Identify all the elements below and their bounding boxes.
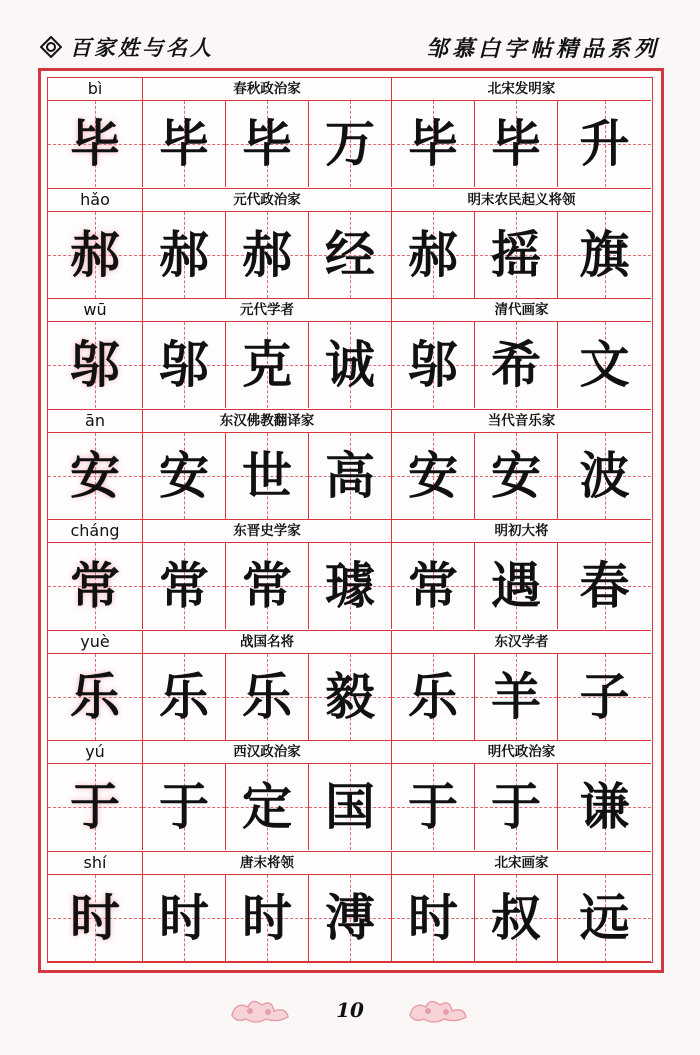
character-cell xyxy=(143,543,226,629)
practice-character: 邬 xyxy=(159,335,209,394)
practice-character: 郝 xyxy=(242,224,292,284)
label-row xyxy=(48,299,651,322)
practice-character: 叔 xyxy=(491,887,541,947)
person-description: 明末农民起义将领 xyxy=(467,191,576,208)
surname-cell xyxy=(48,433,143,519)
character-cell xyxy=(558,764,651,850)
surname-group xyxy=(48,741,651,852)
practice-character: 诚 xyxy=(325,335,375,394)
surname-character: 安 xyxy=(70,445,120,505)
character-cell xyxy=(143,101,226,187)
character-cell xyxy=(392,433,475,519)
cloud-ornament-icon xyxy=(404,993,474,1027)
practice-character: 毅 xyxy=(325,666,375,726)
practice-character: 高 xyxy=(325,445,375,505)
character-cell xyxy=(558,543,651,629)
character-cell xyxy=(392,654,475,740)
series-subtitle: 百家姓与名人 xyxy=(70,35,214,60)
character-cell xyxy=(143,322,226,408)
page-header xyxy=(40,30,660,64)
character-cell xyxy=(392,764,475,850)
surname-character: 于 xyxy=(70,777,120,836)
surname-character: 郝 xyxy=(70,224,120,284)
character-cell xyxy=(392,322,475,408)
practice-character: 毕 xyxy=(159,114,209,173)
practice-sheet xyxy=(38,68,664,973)
character-cell xyxy=(143,212,226,298)
practice-character: 毕 xyxy=(408,114,458,173)
character-cell xyxy=(309,212,392,298)
character-cell xyxy=(309,875,392,961)
character-row xyxy=(48,101,651,189)
character-cell xyxy=(226,875,309,961)
pinyin-label: ān xyxy=(48,410,143,433)
practice-character: 毕 xyxy=(491,114,541,173)
character-cell xyxy=(392,543,475,629)
practice-character: 万 xyxy=(325,114,375,173)
practice-character: 子 xyxy=(579,666,630,726)
person-description: 元代政治家 xyxy=(143,189,392,212)
character-cell xyxy=(309,654,392,740)
character-cell xyxy=(143,433,226,519)
surname-cell xyxy=(48,654,143,740)
page-number: 10 xyxy=(336,998,364,1022)
character-row xyxy=(48,433,651,521)
character-row xyxy=(48,212,651,300)
label-row xyxy=(48,189,651,212)
character-row xyxy=(48,764,651,852)
character-cell xyxy=(558,322,651,408)
character-cell xyxy=(226,543,309,629)
practice-character: 时 xyxy=(408,887,458,947)
person-description: 唐末将领 xyxy=(143,852,392,875)
pinyin-label: yuè xyxy=(48,631,143,654)
character-cell xyxy=(475,101,558,187)
pinyin-label: shí xyxy=(48,852,143,875)
person-description: 明初大将 xyxy=(494,523,549,539)
pinyin-label: bì xyxy=(48,78,143,101)
surname-group xyxy=(48,78,651,189)
surname-character: 乐 xyxy=(70,666,120,726)
person-description: 元代学者 xyxy=(143,299,392,322)
header-left xyxy=(40,32,214,62)
label-row xyxy=(48,741,651,764)
diamond-circle-icon xyxy=(40,36,62,58)
character-cell xyxy=(475,875,558,961)
character-cell xyxy=(226,433,309,519)
practice-character: 毕 xyxy=(242,114,292,173)
surname-character: 常 xyxy=(70,556,120,615)
surname-character: 时 xyxy=(70,887,120,947)
practice-character: 乐 xyxy=(159,666,209,726)
character-cell xyxy=(309,543,392,629)
character-cell xyxy=(143,764,226,850)
character-cell xyxy=(226,764,309,850)
practice-character: 羊 xyxy=(491,666,541,726)
practice-character: 璩 xyxy=(325,556,375,615)
label-row xyxy=(48,852,651,875)
character-cell xyxy=(475,212,558,298)
person-description: 当代音乐家 xyxy=(487,412,556,429)
character-cell xyxy=(475,764,558,850)
practice-character: 安 xyxy=(408,445,458,505)
character-cell xyxy=(392,875,475,961)
surname-cell xyxy=(48,101,143,187)
person-description: 北宋发明家 xyxy=(487,81,556,97)
surname-group xyxy=(48,852,651,963)
person-description: 东汉佛教翻译家 xyxy=(143,410,392,433)
character-cell xyxy=(226,212,309,298)
practice-character: 摇 xyxy=(491,224,541,284)
character-cell xyxy=(309,764,392,850)
surname-group xyxy=(48,631,651,742)
label-row xyxy=(48,78,651,101)
person-description: 北宋画家 xyxy=(494,854,549,871)
practice-character: 波 xyxy=(579,445,630,505)
practice-character: 安 xyxy=(159,445,209,505)
practice-character: 常 xyxy=(242,556,292,615)
surname-character: 毕 xyxy=(70,114,120,173)
surname-group xyxy=(48,189,651,300)
pinyin-label: wū xyxy=(48,299,143,322)
surname-cell xyxy=(48,764,143,850)
practice-character: 谦 xyxy=(579,777,630,836)
practice-character: 乐 xyxy=(408,666,458,726)
character-cell xyxy=(309,433,392,519)
surname-group xyxy=(48,410,651,521)
character-cell xyxy=(309,101,392,187)
character-cell xyxy=(475,543,558,629)
label-row xyxy=(48,410,651,433)
label-row xyxy=(48,631,651,654)
label-row xyxy=(48,520,651,543)
character-cell xyxy=(143,875,226,961)
practice-character: 文 xyxy=(579,335,630,394)
person-description: 东晋史学家 xyxy=(143,520,392,543)
practice-character: 世 xyxy=(242,445,292,505)
character-row xyxy=(48,875,651,963)
practice-character: 常 xyxy=(159,556,209,615)
practice-character: 远 xyxy=(579,887,630,947)
practice-character: 定 xyxy=(242,777,292,836)
person-description: 春秋政治家 xyxy=(143,78,392,101)
character-cell xyxy=(226,322,309,408)
practice-character: 郝 xyxy=(408,224,458,284)
character-cell xyxy=(475,433,558,519)
character-cell xyxy=(226,101,309,187)
person-description: 西汉政治家 xyxy=(143,741,392,764)
surname-group xyxy=(48,299,651,410)
surname-group xyxy=(48,520,651,631)
practice-character: 于 xyxy=(159,777,209,836)
practice-character: 时 xyxy=(242,887,292,947)
character-cell xyxy=(558,654,651,740)
practice-character: 安 xyxy=(491,445,541,505)
surname-cell xyxy=(48,543,143,629)
character-row xyxy=(48,322,651,410)
practice-character: 于 xyxy=(408,777,458,836)
practice-character: 国 xyxy=(325,777,375,836)
pinyin-label: hǎo xyxy=(48,189,143,212)
cloud-ornament-icon xyxy=(226,993,296,1027)
character-cell xyxy=(226,654,309,740)
character-cell xyxy=(392,101,475,187)
practice-character: 旗 xyxy=(579,224,630,284)
person-description: 战国名将 xyxy=(143,631,392,654)
character-row xyxy=(48,543,651,631)
surname-character: 邬 xyxy=(70,335,120,394)
practice-character: 乐 xyxy=(242,666,292,726)
person-description: 东汉学者 xyxy=(494,633,549,650)
character-cell xyxy=(475,322,558,408)
practice-grid xyxy=(47,77,653,963)
practice-character: 邬 xyxy=(408,335,458,394)
practice-character: 春 xyxy=(579,556,630,615)
practice-character: 升 xyxy=(579,114,630,173)
practice-character: 溥 xyxy=(325,887,375,947)
practice-character: 时 xyxy=(159,887,209,947)
character-cell xyxy=(392,212,475,298)
character-cell xyxy=(309,322,392,408)
surname-cell xyxy=(48,212,143,298)
character-cell xyxy=(475,654,558,740)
pinyin-label: yú xyxy=(48,741,143,764)
surname-cell xyxy=(48,875,143,961)
person-description: 清代画家 xyxy=(494,302,549,318)
practice-character: 遇 xyxy=(491,556,541,615)
pinyin-label: cháng xyxy=(48,520,143,543)
practice-character: 于 xyxy=(491,777,541,836)
surname-cell xyxy=(48,322,143,408)
practice-character: 郝 xyxy=(159,224,209,284)
character-cell xyxy=(558,101,651,187)
character-cell xyxy=(558,875,651,961)
character-cell xyxy=(558,212,651,298)
character-cell xyxy=(558,433,651,519)
page-footer xyxy=(0,990,700,1030)
character-row xyxy=(48,654,651,742)
practice-character: 克 xyxy=(242,335,292,394)
practice-character: 经 xyxy=(325,224,375,284)
practice-character: 希 xyxy=(491,335,541,394)
person-description: 明代政治家 xyxy=(487,744,556,760)
character-cell xyxy=(143,654,226,740)
series-title: 邹慕白字帖精品系列 xyxy=(425,35,660,62)
practice-character: 常 xyxy=(408,556,458,615)
